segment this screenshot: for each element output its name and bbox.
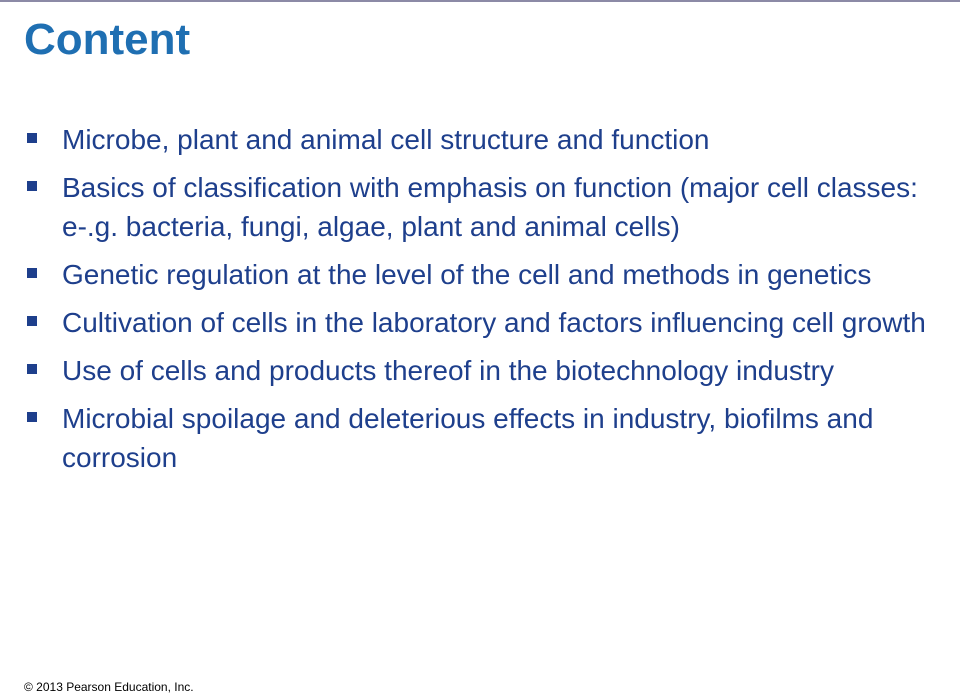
top-rule bbox=[0, 0, 960, 2]
bullet-item bbox=[24, 351, 944, 390]
bullet-item bbox=[24, 303, 944, 342]
bullet-text: Genetic regulation at the level of the cell and methods in genetics bbox=[62, 259, 872, 290]
bullet-text: Basics of classification with emphasis on function (major cell classes: e-.g. bacteria, fungi, algae, plant and animal cells) bbox=[62, 172, 918, 242]
square-bullet-icon bbox=[27, 316, 37, 326]
bullet-item bbox=[24, 399, 944, 477]
slide-title: Content bbox=[24, 15, 191, 64]
square-bullet-icon bbox=[27, 412, 37, 422]
bullet-text: Use of cells and products thereof in the biotechnology industry bbox=[62, 355, 835, 386]
square-bullet-icon bbox=[27, 364, 37, 374]
square-bullet-icon bbox=[27, 181, 37, 191]
square-bullet-icon bbox=[27, 133, 37, 143]
bullet-text: Microbe, plant and animal cell structure and function bbox=[62, 124, 710, 155]
bullet-item bbox=[24, 255, 944, 294]
bullet-item bbox=[24, 168, 944, 246]
bullet-text: Microbial spoilage and deleterious effects in industry, biofilms and corrosion bbox=[62, 403, 874, 473]
bullet-item bbox=[24, 120, 944, 159]
square-bullet-icon bbox=[27, 268, 37, 278]
copyright-footer: © 2013 Pearson Education, Inc. bbox=[24, 680, 194, 694]
bullet-text: Cultivation of cells in the laboratory and factors influencing cell growth bbox=[62, 307, 926, 338]
bullet-list bbox=[24, 120, 944, 486]
